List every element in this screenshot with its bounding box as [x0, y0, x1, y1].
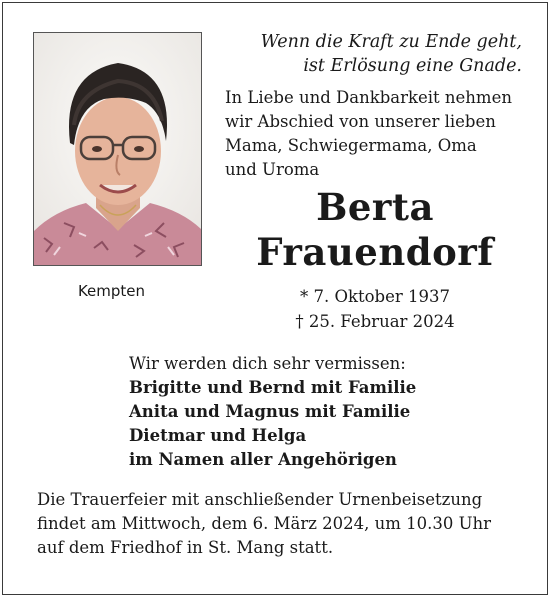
birth-date: * 7. Oktober 1937	[299, 287, 451, 306]
mourners-block	[129, 352, 509, 472]
intro-line: und Uroma	[225, 160, 320, 179]
mourner-name: Dietmar und Helga	[129, 426, 307, 445]
location-label: Kempten	[77, 282, 146, 300]
motto-line: Wenn die Kraft zu Ende geht,	[260, 32, 522, 52]
motto-line: ist Erlösung eine Gnade.	[303, 56, 522, 76]
life-dates	[225, 284, 525, 334]
last-name: Frauendorf	[256, 230, 494, 274]
first-name: Berta	[316, 185, 434, 229]
notice-line: findet am Mittwoch, dem 6. März 2024, um 10.30 Uhr	[37, 514, 492, 533]
mourner-name: Brigitte und Bernd mit Familie	[129, 378, 417, 397]
motto-quote	[225, 30, 522, 78]
mourners-lead: Wir werden dich sehr vermissen:	[129, 354, 406, 373]
death-date: † 25. Februar 2024	[295, 312, 455, 331]
mourner-name: Anita und Magnus mit Familie	[129, 402, 411, 421]
notice-line: Die Trauerfeier mit anschließender Urnenbeisetzung	[37, 490, 483, 509]
notice-line: auf dem Friedhof in St. Mang statt.	[37, 538, 334, 557]
intro-line: wir Abschied von unserer lieben	[225, 112, 496, 131]
portrait-photo	[33, 32, 202, 266]
intro-line: Mama, Schwiegermama, Oma	[225, 136, 477, 155]
deceased-name	[225, 185, 525, 275]
intro-line: In Liebe und Dankbarkeit nehmen	[225, 88, 512, 107]
mourner-name: im Namen aller Angehörigen	[129, 450, 397, 469]
funeral-notice	[37, 488, 527, 560]
intro-text	[225, 86, 525, 182]
